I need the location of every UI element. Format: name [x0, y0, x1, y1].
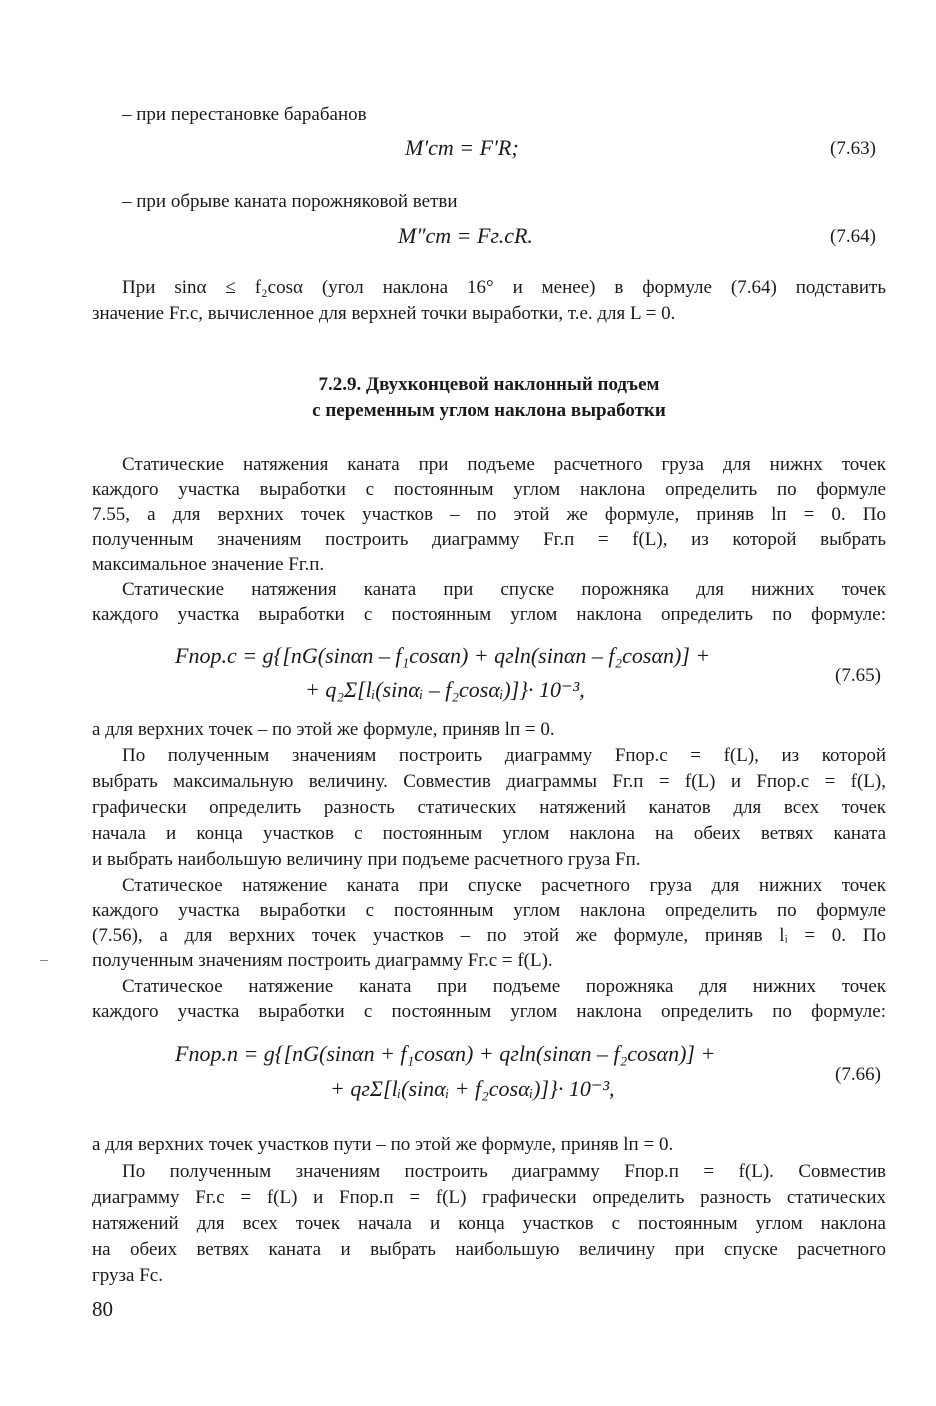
formula-7-64: M″ст = Fг.сR.	[398, 223, 533, 248]
text-line: При sinα ≤ f₂cosα (угол наклона 16° и менее) в формуле (7.64) подставить	[122, 277, 886, 298]
text-line: диаграмму Fг.с = f(L) и Fпор.п = f(L) графически определить разность статических	[92, 1187, 886, 1208]
text-line: максимальное значение Fг.п.	[92, 554, 325, 575]
margin-mark	[40, 960, 48, 961]
equation-number: (7.66)	[835, 1064, 881, 1085]
formula-7-65-line1: Fпор.с = g{[nG(sinαп – f₁cosαп) + qгlп(sinαп – f₂cosαп)] +	[175, 643, 711, 668]
text-line: каждого участка выработки с постоянным углом наклона определить по формуле	[92, 479, 886, 500]
formula-7-65-line2: + q₂Σ[lᵢ(sinαᵢ – f₂cosαᵢ)]}· 10⁻³,	[305, 677, 585, 702]
text-line: а для верхних точек участков пути – по этой же формуле, приняв lп = 0.	[92, 1134, 674, 1155]
text-line: 7.55, а для верхних точек участков – по этой же формуле, приняв lп = 0. По	[92, 504, 886, 525]
text-line: выбрать максимальную величину. Совместив диаграммы Fг.п = f(L) и Fпор.с = f(L),	[92, 771, 886, 792]
section-heading: с переменным углом наклона выработки	[312, 400, 666, 421]
text-line: каждого участка выработки с постоянным углом наклона определить по формуле:	[92, 1001, 886, 1022]
text-line: Статические натяжения каната при подъеме расчетного груза для нижнх точек	[122, 454, 886, 475]
text-line: на обеих ветвях каната и выбрать наибольшую величину при спуске расчетного	[92, 1239, 886, 1260]
text-line: значение Fг.с, вычисленное для верхней точки выработки, т.е. для L = 0.	[92, 303, 676, 324]
text-line: По полученным значениям построить диаграмму Fпор.с = f(L), из которой	[122, 745, 886, 766]
equation-number: (7.64)	[830, 226, 876, 247]
text-line: полученным значениям построить диаграмму Fг.п = f(L), из которой выбрать	[92, 529, 886, 550]
text-line: Статическое натяжение каната при спуске расчетного груза для нижних точек	[122, 875, 886, 896]
text-line: – при перестановке барабанов	[122, 104, 367, 125]
text-line: и выбрать наибольшую величину при подъеме расчетного груза Fп.	[92, 849, 641, 870]
text-line: графически определить разность статических натяжений канатов для всех точек	[92, 797, 886, 818]
text-line: груза Fс.	[92, 1265, 163, 1286]
formula-7-66-line1: Fпор.п = g{[nG(sinαп + f₁cosαп) + qгlп(sinαп – f₂cosαп)] +	[175, 1041, 716, 1066]
page-number: 80	[92, 1297, 113, 1321]
text-line: Статические натяжения каната при спуске порожняка для нижних точек	[122, 579, 886, 600]
text-line: По полученным значениям построить диаграмму Fпор.п = f(L). Совместив	[122, 1161, 886, 1182]
section-heading: 7.2.9. Двухконцевой наклонный подъем	[318, 374, 660, 395]
text-line: – при обрыве каната порожняковой ветви	[122, 191, 458, 212]
equation-number: (7.63)	[830, 138, 876, 159]
text-line: (7.56), а для верхних точек участков – по этой же формуле, приняв lᵢ = 0. По	[92, 925, 886, 946]
text-line: а для верхних точек – по этой же формуле, приняв lп = 0.	[92, 719, 555, 740]
text-line: Статическое натяжение каната при подъеме порожняка для нижних точек	[122, 976, 886, 997]
text-line: натяжений для всех точек начала и конца участков с постоянным углом наклона	[92, 1213, 886, 1234]
formula-7-63: M′ст = F′R;	[405, 135, 519, 160]
text-line: полученным значениям построить диаграмму Fг.с = f(L).	[92, 950, 553, 971]
formula-7-66-line2: + qгΣ[lᵢ(sinαᵢ + f₂cosαᵢ)]}· 10⁻³,	[330, 1076, 615, 1101]
text-line: каждого участка выработки с постоянным углом наклона определить по формуле:	[92, 604, 886, 625]
text-line: каждого участка выработки с постоянным углом наклона определить по формуле	[92, 900, 886, 921]
equation-number: (7.65)	[835, 665, 881, 686]
text-line: начала и конца участков с постоянным углом наклона на обеих ветвях каната	[92, 823, 886, 844]
